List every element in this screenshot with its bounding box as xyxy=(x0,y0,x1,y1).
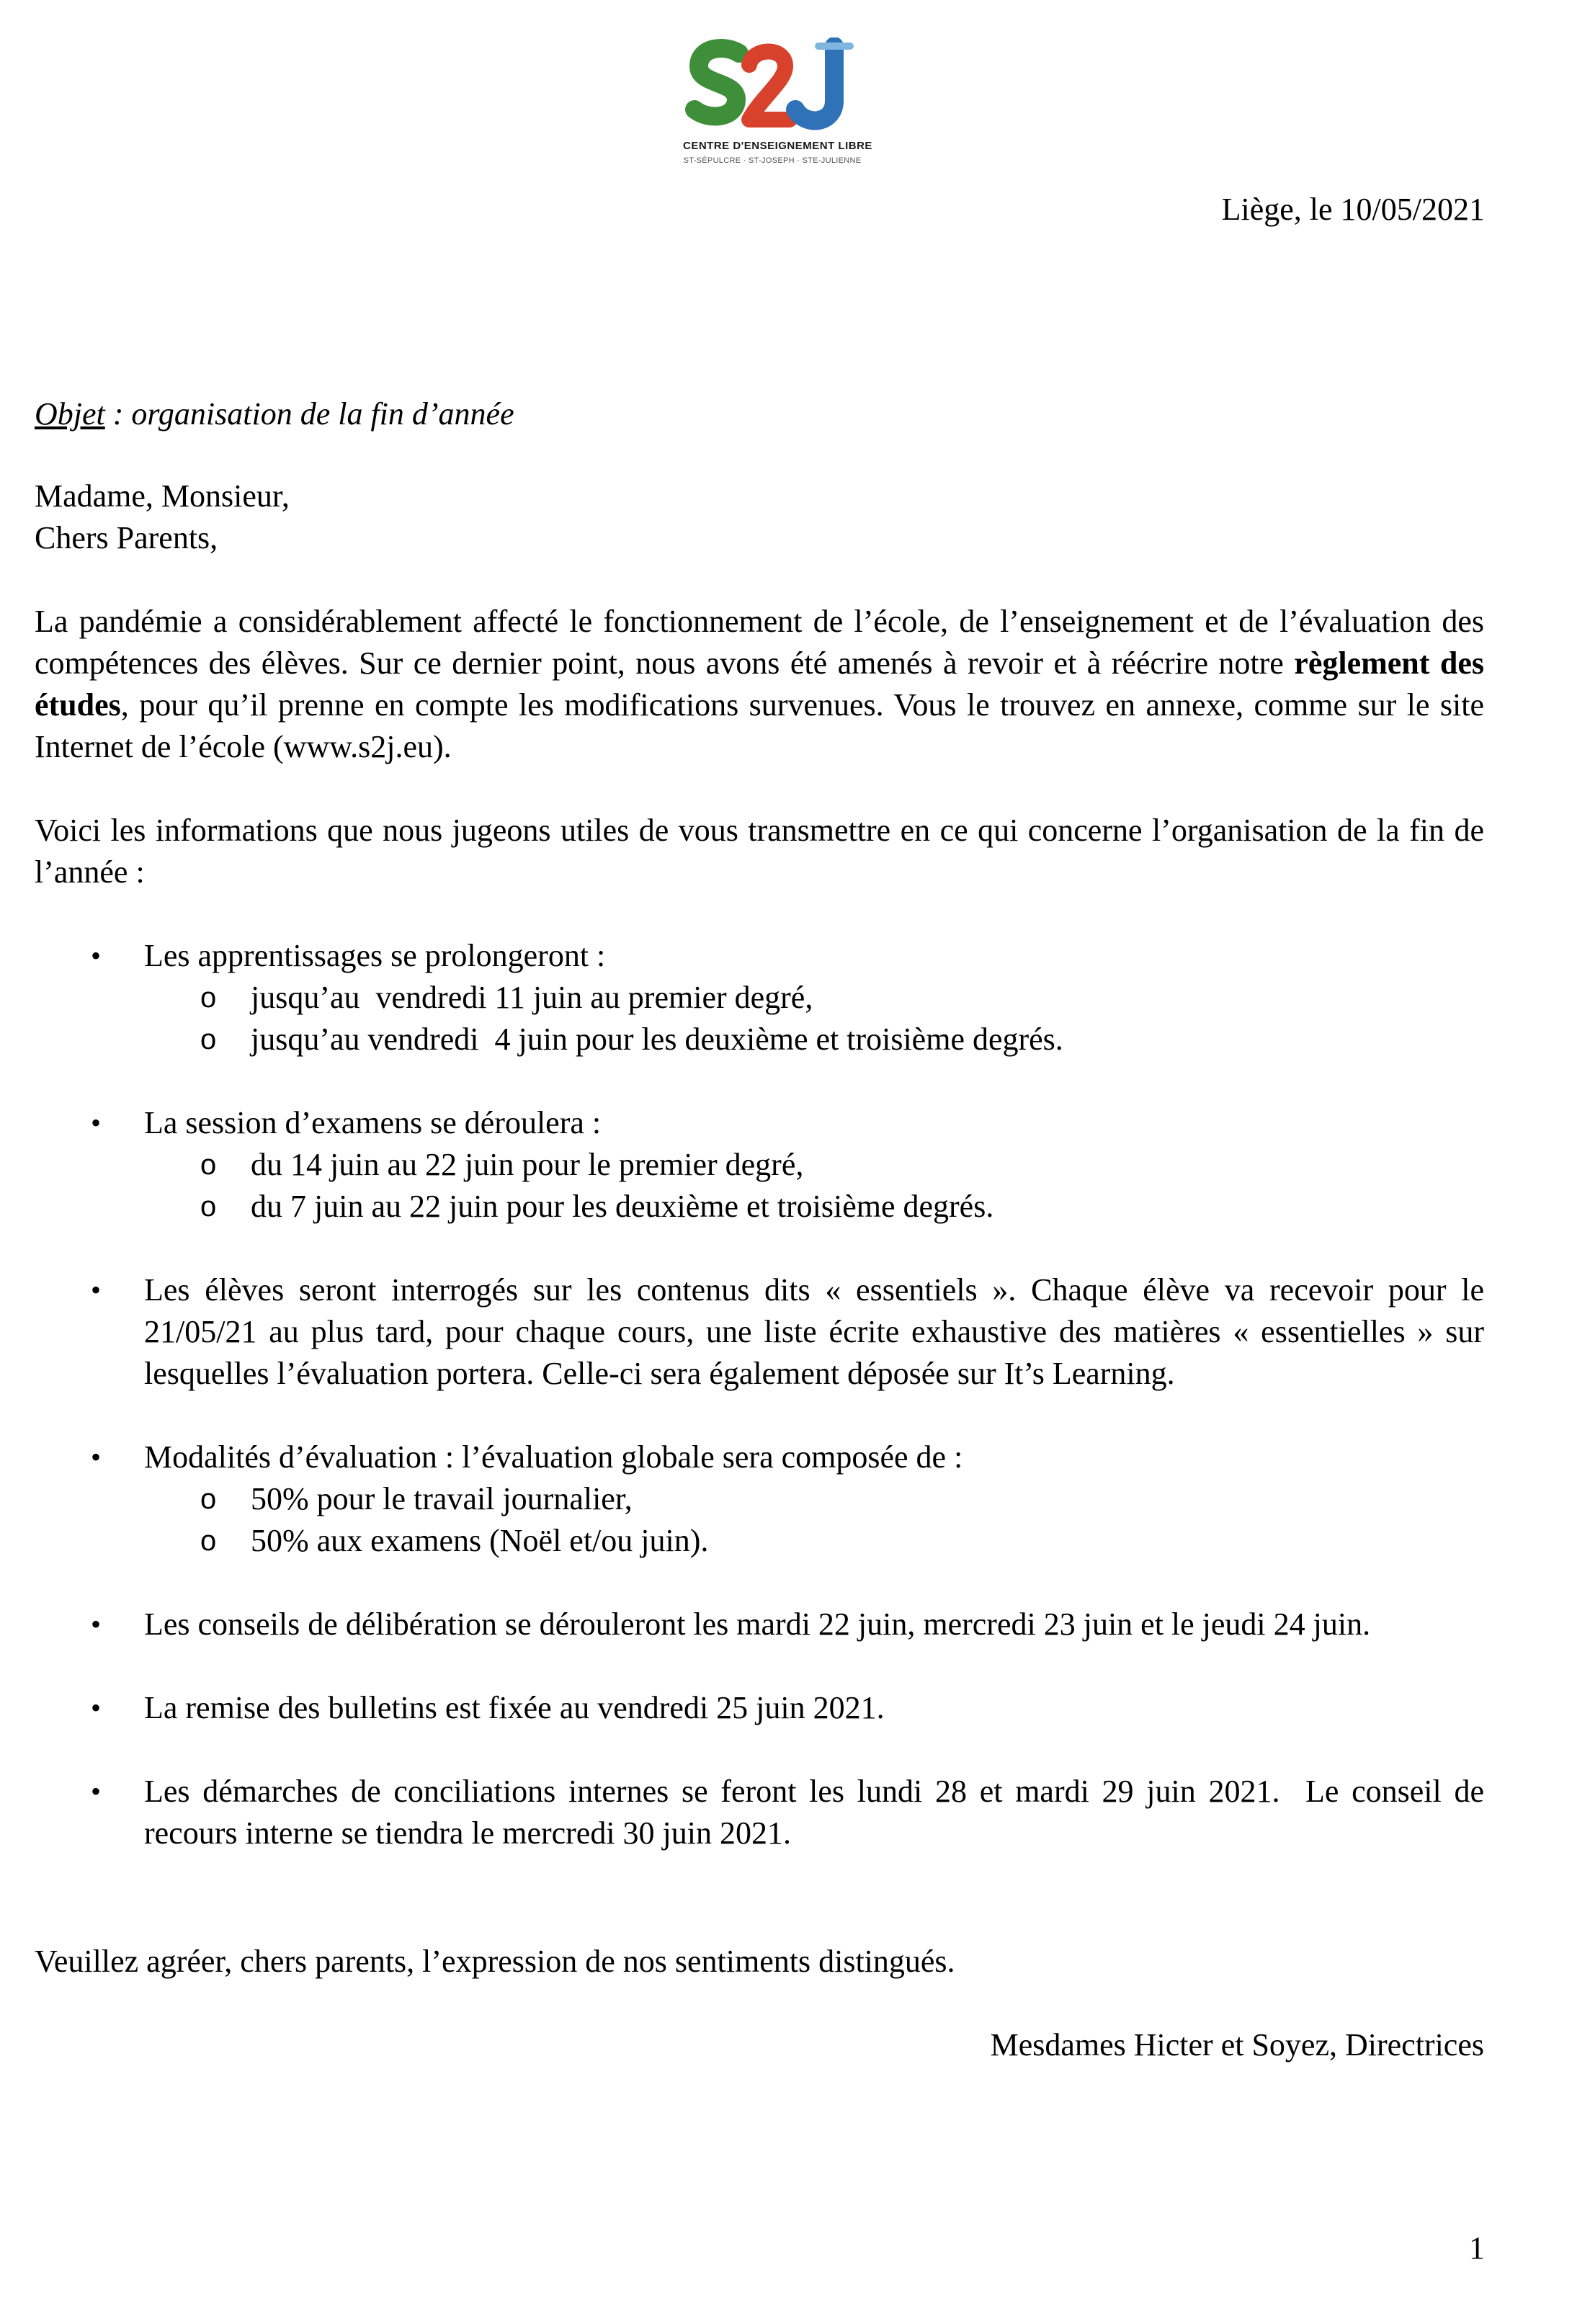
list-item xyxy=(35,1687,1484,1729)
bullet-icon: • xyxy=(91,1274,102,1306)
list-item-text: Les élèves seront interrogés sur les contenus dits « essentiels ». Chaque élève va recevoir pour le 21/05/21 au plus tard, pour chaque cours, une liste écrite exhaustive des matières « essentielles » sur lesquelles l’évaluation portera. Celle-ci sera également déposée sur It’s Learning. xyxy=(144,1272,1484,1391)
subject-text: : organisation de la fin d’année xyxy=(104,396,514,432)
circle-bullet-icon: o xyxy=(200,1149,217,1181)
sub-list xyxy=(144,1144,1484,1228)
subject-line xyxy=(35,393,1484,435)
s2j-logo-icon xyxy=(683,37,862,138)
circle-bullet-icon: o xyxy=(200,982,217,1014)
list-item-text: Les apprentissages se prolongeront : xyxy=(144,938,606,973)
bullet-icon: • xyxy=(91,1691,102,1724)
list-item xyxy=(35,1771,1492,1854)
bullet-icon: • xyxy=(91,1608,102,1640)
logo-tagline: CENTRE D'ENSEIGNEMENT LIBRE xyxy=(683,140,872,152)
list-item-text: Les conseils de délibération se dérouleront les mardi 22 juin, mercredi 23 juin et le jeudi 24 juin. xyxy=(144,1606,1371,1642)
list-item xyxy=(35,1436,1484,1562)
subject-label: Objet xyxy=(35,396,105,432)
signature: Mesdames Hicter et Soyez, Directrices xyxy=(990,2027,1484,2062)
circle-bullet-icon: o xyxy=(200,1483,217,1515)
sub-list-item-text: du 14 juin au 22 juin pour le premier degré, xyxy=(251,1147,804,1182)
list-item xyxy=(35,935,1484,1060)
intro-text-after: , pour qu’il prenne en compte les modifications survenues. Vous le trouvez en annexe, comme sur le site Internet de l’école (www.s2j.eu). xyxy=(35,687,1484,764)
sub-list-item-text: du 7 juin au 22 juin pour les deuxième et troisième degrés. xyxy=(251,1189,994,1224)
closing-formula: Veuillez agréer, chers parents, l’expression de nos sentiments distingués. xyxy=(35,1944,955,1979)
bullet-icon: • xyxy=(91,939,102,972)
list-item-text: Modalités d’évaluation : l’évaluation globale sera composée de : xyxy=(144,1439,963,1475)
intro-paragraph xyxy=(35,601,1484,768)
intro-bold-text: règlement des études xyxy=(35,645,1484,723)
greeting-line-2: Chers Parents, xyxy=(35,520,218,555)
circle-bullet-icon: o xyxy=(200,1525,217,1557)
list-item xyxy=(35,1269,1484,1395)
list-item-text: La remise des bulletins est fixée au vendredi 25 juin 2021. xyxy=(144,1690,885,1725)
sub-list-item xyxy=(144,1186,1484,1228)
sub-list-item-text: 50% aux examens (Noël et/ou juin). xyxy=(251,1523,709,1558)
letter-body xyxy=(35,393,1492,2066)
sub-list-item-text: 50% pour le travail journalier, xyxy=(251,1481,633,1516)
sub-list xyxy=(144,977,1484,1060)
info-list xyxy=(35,935,1492,1854)
greeting-line-1: Madame, Monsieur, xyxy=(35,478,290,514)
list-item xyxy=(35,1102,1484,1228)
bullet-icon: • xyxy=(91,1441,102,1473)
circle-bullet-icon: o xyxy=(200,1024,217,1055)
sub-list-item-text: jusqu’au vendredi 11 juin au premier degré, xyxy=(251,980,813,1015)
bullet-icon: • xyxy=(91,1107,102,1139)
list-item-text: La session d’examens se déroulera : xyxy=(144,1105,602,1140)
letter-date: Liège, le 10/05/2021 xyxy=(1221,192,1485,227)
page-number: 1 xyxy=(1469,2230,1485,2266)
sub-list-item-text: jusqu’au vendredi 4 juin pour les deuxième et troisième degrés. xyxy=(251,1022,1063,1057)
info-paragraph: Voici les informations que nous jugeons utiles de vous transmettre en ce qui concerne l’organisation de la fin de l’année : xyxy=(35,813,1484,890)
circle-bullet-icon: o xyxy=(200,1191,217,1223)
sub-list-item xyxy=(144,1144,1484,1186)
logo-subtagline: ST-SÉPULCRE · ST-JOSEPH · STE-JULIENNE xyxy=(683,156,862,165)
intro-text-before: La pandémie a considérablement affecté le fonctionnement de l’école, de l’enseignement et de l’évaluation des compétences des élèves. Sur ce dernier point, nous avons été amenés à revoir et à réécrire notre xyxy=(35,604,1484,681)
list-item-text: Les démarches de conciliations internes se feront les lundi 28 et mardi 29 juin 2021. Le conseil de recours interne se tiendra le mercredi 30 juin 2021. xyxy=(144,1774,1492,1851)
sub-list xyxy=(144,1478,1484,1562)
sub-list-item xyxy=(144,1520,1484,1562)
sub-list-item xyxy=(144,977,1484,1019)
school-logo xyxy=(683,37,872,171)
greeting xyxy=(35,475,1484,559)
list-item xyxy=(35,1604,1484,1645)
sub-list-item xyxy=(144,1478,1484,1520)
sub-list-item xyxy=(144,1019,1484,1060)
bullet-icon: • xyxy=(91,1775,102,1807)
